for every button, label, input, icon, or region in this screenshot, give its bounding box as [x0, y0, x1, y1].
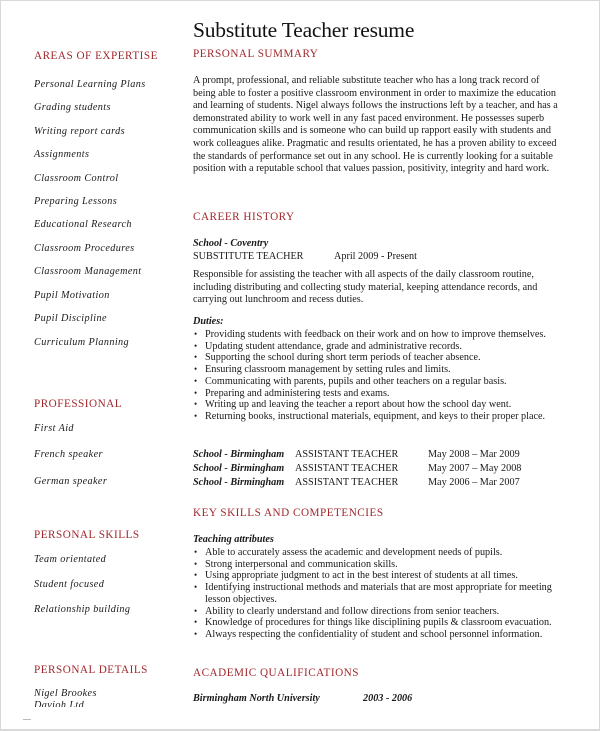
academic-qualifications-heading: ACADEMIC QUALIFICATIONS	[193, 667, 359, 679]
skill-item	[193, 547, 568, 559]
previous-employer: School - Birmingham	[193, 449, 285, 460]
duty-text: Returning books, instructional materials, equipment, and keys to their proper place.	[205, 410, 546, 422]
personal-skills-heading: PERSONAL SKILLS	[34, 529, 140, 541]
skill-item	[193, 559, 568, 571]
bullet-icon: •	[194, 329, 198, 339]
expertise-item: Preparing Lessons	[34, 196, 118, 207]
bullet-icon: •	[194, 387, 198, 398]
bullet-icon: •	[194, 547, 198, 557]
skill-text: Knowledge of procedures for things like disciplining pupils & classroom evacuation.	[205, 617, 552, 629]
previous-role: ASSISTANT TEACHER	[295, 463, 399, 474]
duty-item	[193, 376, 593, 388]
personal-skill-item: Relationship building	[34, 604, 131, 615]
professional-heading: PROFESSIONAL	[34, 398, 123, 410]
previous-dates: May 2008 – Mar 2009	[428, 449, 520, 460]
expertise-item: Classroom Control	[34, 173, 119, 184]
personal-detail-name: Nigel Brookes	[34, 688, 97, 699]
duties-label: Duties:	[193, 316, 224, 327]
current-dates: April 2009 - Present	[334, 251, 417, 262]
previous-role: ASSISTANT TEACHER	[295, 477, 399, 488]
academic-institution: Birmingham North University	[193, 693, 320, 704]
expertise-item: Classroom Procedures	[34, 243, 135, 254]
personal-summary-text: A prompt, professional, and reliable substitute teacher who has a long track record of being able to foster a positive classroom environment in order to maximize the education and learning of students. Nigel always follows the instructions left by a teacher, and has a demonstrated ability to work well in any fast paced environment. He possesses superb communication skills and is someone who can build up rapport easily with students and work colleagues alike. Pragmatic and results orientated, he has a proven ability to exceed the standards of performance set out in any school. He is currently looking for a suitable position with a reputable school that values passion, positivity, integrity and hard work.	[193, 75, 558, 175]
expertise-item: Grading students	[34, 102, 111, 113]
page-mark	[23, 719, 31, 720]
duty-text: Updating student attendance, grade and administrative records.	[205, 340, 462, 352]
skill-text: Strong interpersonal and communication skills.	[205, 558, 398, 570]
previous-dates: May 2006 – Mar 2007	[428, 477, 520, 488]
skill-text: Ability to clearly understand and follow directions from senior teachers.	[205, 605, 500, 617]
duty-item	[193, 341, 593, 353]
previous-job-row	[193, 463, 593, 476]
previous-job-row	[193, 449, 593, 462]
duty-item	[193, 364, 593, 376]
bullet-icon: •	[194, 582, 198, 593]
bullet-icon: •	[194, 364, 198, 375]
bullet-icon: •	[194, 410, 198, 421]
skill-item	[193, 629, 568, 641]
duty-item	[193, 388, 593, 400]
bullet-icon: •	[194, 340, 198, 351]
previous-dates: May 2007 – May 2008	[428, 463, 522, 474]
expertise-item: Educational Research	[34, 219, 132, 230]
professional-item: First Aid	[34, 423, 74, 434]
personal-summary-heading: PERSONAL SUMMARY	[193, 48, 319, 60]
duty-text: Writing up and leaving the teacher a report about how the school day went.	[205, 399, 512, 411]
duty-item	[193, 329, 593, 341]
previous-employer: School - Birmingham	[193, 477, 285, 488]
professional-item: German speaker	[34, 476, 108, 487]
duty-item	[193, 411, 593, 423]
expertise-item: Pupil Discipline	[34, 313, 107, 324]
expertise-item: Pupil Motivation	[34, 290, 110, 301]
bullet-icon: •	[194, 605, 198, 616]
bullet-icon: •	[194, 628, 198, 639]
duty-text: Providing students with feedback on their work and on how to improve themselves.	[205, 329, 546, 340]
career-history-heading: CAREER HISTORY	[193, 211, 295, 223]
bullet-icon: •	[194, 352, 198, 363]
personal-skill-item: Team orientated	[34, 554, 107, 565]
bullet-icon: •	[194, 617, 198, 628]
skill-item	[193, 570, 568, 582]
previous-role: ASSISTANT TEACHER	[295, 449, 399, 460]
duty-item	[193, 399, 593, 411]
personal-detail-company: Davioh Ltd	[34, 700, 85, 707]
skill-item	[193, 617, 568, 629]
previous-job-row	[193, 477, 593, 490]
expertise-item: Writing report cards	[34, 126, 126, 137]
current-role-row	[193, 251, 593, 264]
duty-text: Supporting the school during short term periods of teacher absence.	[205, 352, 481, 364]
duty-item	[193, 352, 593, 364]
skill-text: Identifying instructional methods and materials that are most appropriate for meeting lesson objectives.	[205, 582, 552, 605]
expertise-item: Personal Learning Plans	[34, 79, 146, 90]
academic-row	[193, 693, 593, 706]
current-description: Responsible for assisting the teacher with all aspects of the daily classroom routine, including distributing and collecting study material, keeping attendance records, and carrying out lunchroom and recess duties.	[193, 269, 538, 306]
skill-text: Using appropriate judgment to act in the best interest of students at all times.	[205, 570, 518, 582]
duty-text: Communicating with parents, pupils and other teachers on a regular basis.	[205, 375, 507, 387]
skill-item	[193, 582, 568, 605]
bullet-icon: •	[194, 570, 198, 581]
personal-skill-item: Student focused	[34, 579, 105, 590]
skill-text: Able to accurately assess the academic and development needs of pupils.	[205, 547, 503, 558]
bullet-icon: •	[194, 558, 198, 569]
duties-list	[193, 329, 593, 423]
expertise-item: Assignments	[34, 149, 90, 160]
personal-details-heading: PERSONAL DETAILS	[34, 664, 148, 676]
bullet-icon: •	[194, 375, 198, 386]
expertise-item: Classroom Management	[34, 266, 142, 277]
bullet-icon: •	[194, 399, 198, 410]
current-role: SUBSTITUTE TEACHER	[193, 251, 304, 262]
areas-of-expertise-heading: AREAS OF EXPERTISE	[34, 50, 158, 62]
academic-dates: 2003 - 2006	[363, 693, 413, 704]
teaching-attributes-label: Teaching attributes	[193, 534, 274, 545]
duty-text: Preparing and administering tests and exams.	[205, 387, 390, 399]
professional-item: French speaker	[34, 449, 103, 460]
key-skills-list	[193, 547, 568, 641]
previous-employer: School - Birmingham	[193, 463, 285, 474]
skill-text: Always respecting the confidentiality of student and school personnel information.	[205, 628, 543, 640]
skill-item	[193, 606, 568, 618]
current-employer: School - Coventry	[193, 238, 269, 249]
duty-text: Ensuring classroom management by setting rules and limits.	[205, 364, 451, 376]
document-title: Substitute Teacher resume	[193, 18, 415, 42]
expertise-item: Curriculum Planning	[34, 337, 130, 348]
key-skills-heading: KEY SKILLS AND COMPETENCIES	[193, 507, 384, 519]
